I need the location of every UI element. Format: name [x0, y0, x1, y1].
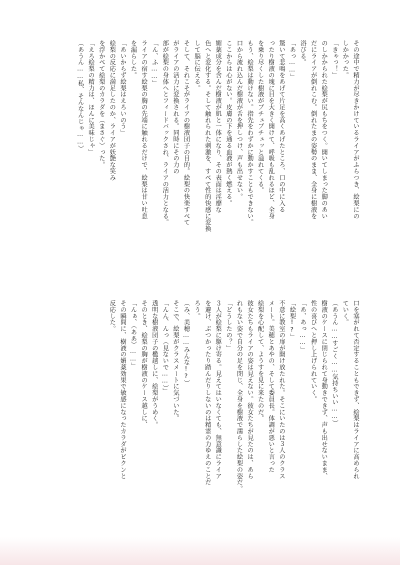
text-line: だにライアが倒れこむ。倒れたまの姿勢のまま、全身に樹液を	[309, 40, 317, 220]
lower-text-block	[30, 300, 360, 520]
text-line: そこで、絵梨がクラスメートに気づいた。	[171, 300, 179, 422]
text-line: を漏らした。	[129, 40, 137, 79]
text-line: 浴びる。	[299, 40, 307, 66]
text-line: のしかかられた絵梨が尻もちをつく。開いてしまった脚のあい	[320, 40, 328, 220]
text-line: 絵梨の反応に満足したのか、ライアが妖艶な笑み	[108, 40, 116, 181]
text-line: 「どうしたの？」	[224, 300, 232, 352]
text-line: 「あっ……」	[288, 40, 296, 80]
text-line: 樹液のケースに閉じられて身動きできず、声も出せないまま、	[320, 300, 328, 480]
text-line: （あうん……すごく……気持ちいい……）	[330, 300, 338, 427]
text-line: 不意に教室の扉が開け放たれた。そこにいたのは３人のクラス	[277, 300, 285, 480]
text-line: して脳に伝える。	[193, 40, 201, 92]
text-line: 「あ、あっ……」	[299, 300, 307, 353]
text-line: 彼女たちもライアの姿は見えない。彼女たちが見たのは、あら	[246, 300, 254, 480]
text-line: 「んん、んっ（見ないで……）」	[161, 300, 169, 395]
text-line: れもない姿で自分の足を閉じ、全身を樹液で濡らした絵梨の姿だ。	[235, 300, 243, 492]
text-line: 「んぁ、（ああ）……」	[129, 300, 137, 369]
text-line: を浮かべて絵梨のカラダを（まさぐ）った。	[97, 40, 105, 168]
text-line: その途中で精力が尽きかけているライアがふらつき、絵梨にの	[352, 40, 359, 220]
footer-decoration	[0, 537, 400, 565]
text-line: そして、それこそがライアの樹液団子の目的。絵梨の快楽すべて	[182, 40, 190, 226]
text-line: 口を塞がれて否定することもできず、絵梨はライアに高められ	[352, 300, 359, 480]
text-line: を避け、ぶつかったり踏んだりしないのは精霊の力ゆえのことだ	[203, 300, 211, 486]
text-line: 驚いて悲鳴をあげて片足を高くあげたところ、口の中に入る	[277, 40, 285, 213]
text-line: 「あいからず絵梨はえろいのう」	[118, 40, 126, 136]
text-line: がライアの活力に変換される。同時にその力の	[171, 40, 179, 175]
text-line: 「えろ絵梨の精力は、ほんに美味じゃ」	[87, 40, 95, 156]
text-line: そのとき、絵梨の胸が樹液のケース越しに、	[140, 300, 148, 428]
text-line: （あうん……私、そんなんじゃ……）	[76, 40, 84, 152]
text-line: 口から流れ込んだ樹液が舌を押しつけ、声も出せない。	[235, 40, 243, 200]
text-line: その瞬間に、樹液の媚薬効果で敏感になったカラダがビクンと	[118, 300, 126, 480]
text-line: ったり樹液の塊に目を大きく開けて、呼吸も乱れるほど、全身	[267, 40, 275, 220]
text-line: 色へと変化する。そして触れられた刺激を、すべて性的快感に変換	[203, 40, 211, 232]
text-line: 反応した。	[108, 300, 116, 332]
text-line: しかかった。	[341, 40, 349, 79]
text-line: 絵梨を心配して、ようすを見に来たのだ。	[256, 300, 264, 422]
text-line: ライアの宿す絵梨の胸の先端に触れるだけで、絵梨は甘い吐息	[140, 40, 148, 220]
text-line: （み、美穂……みんな!?）	[182, 300, 190, 387]
text-line: ３人が絵梨に駆け寄る。見えてはいなくても、無意識にライア	[214, 300, 222, 480]
text-line: ろう。	[193, 300, 201, 320]
text-line: を乗り尽くした樹液がブチュブチュッと溢れてくる。	[256, 40, 264, 194]
text-line: もう、絵梨は動けない。指先をわずかに動かすこともできない。	[246, 40, 254, 226]
text-line: メート。美穂とあやの、そして委員長。体調が悪いと言った	[267, 300, 275, 473]
text-line: 媚薬成分を含んだ樹液が肌と一体になり、その表面は淫靡な	[214, 40, 222, 213]
text-line: ていく。	[341, 300, 349, 326]
text-line: 性の喜びへと押し上げられていく。	[309, 300, 317, 403]
text-line: 「絵梨!?」	[288, 300, 296, 340]
text-line: 「きゃっ！」	[330, 40, 338, 79]
upper-text-block	[30, 40, 360, 280]
text-line: 透明な樹液団子の檻越しに、絵梨がうめく。	[150, 300, 158, 428]
text-line: ここからは心がない。皮膚の下を通る血液が熱く燃える。	[224, 40, 232, 207]
text-line: 「ん、ふ……」	[150, 40, 158, 87]
text-line: 部が絵梨の身体へとフィードバックされ、ライアの活力となる。	[161, 40, 169, 226]
